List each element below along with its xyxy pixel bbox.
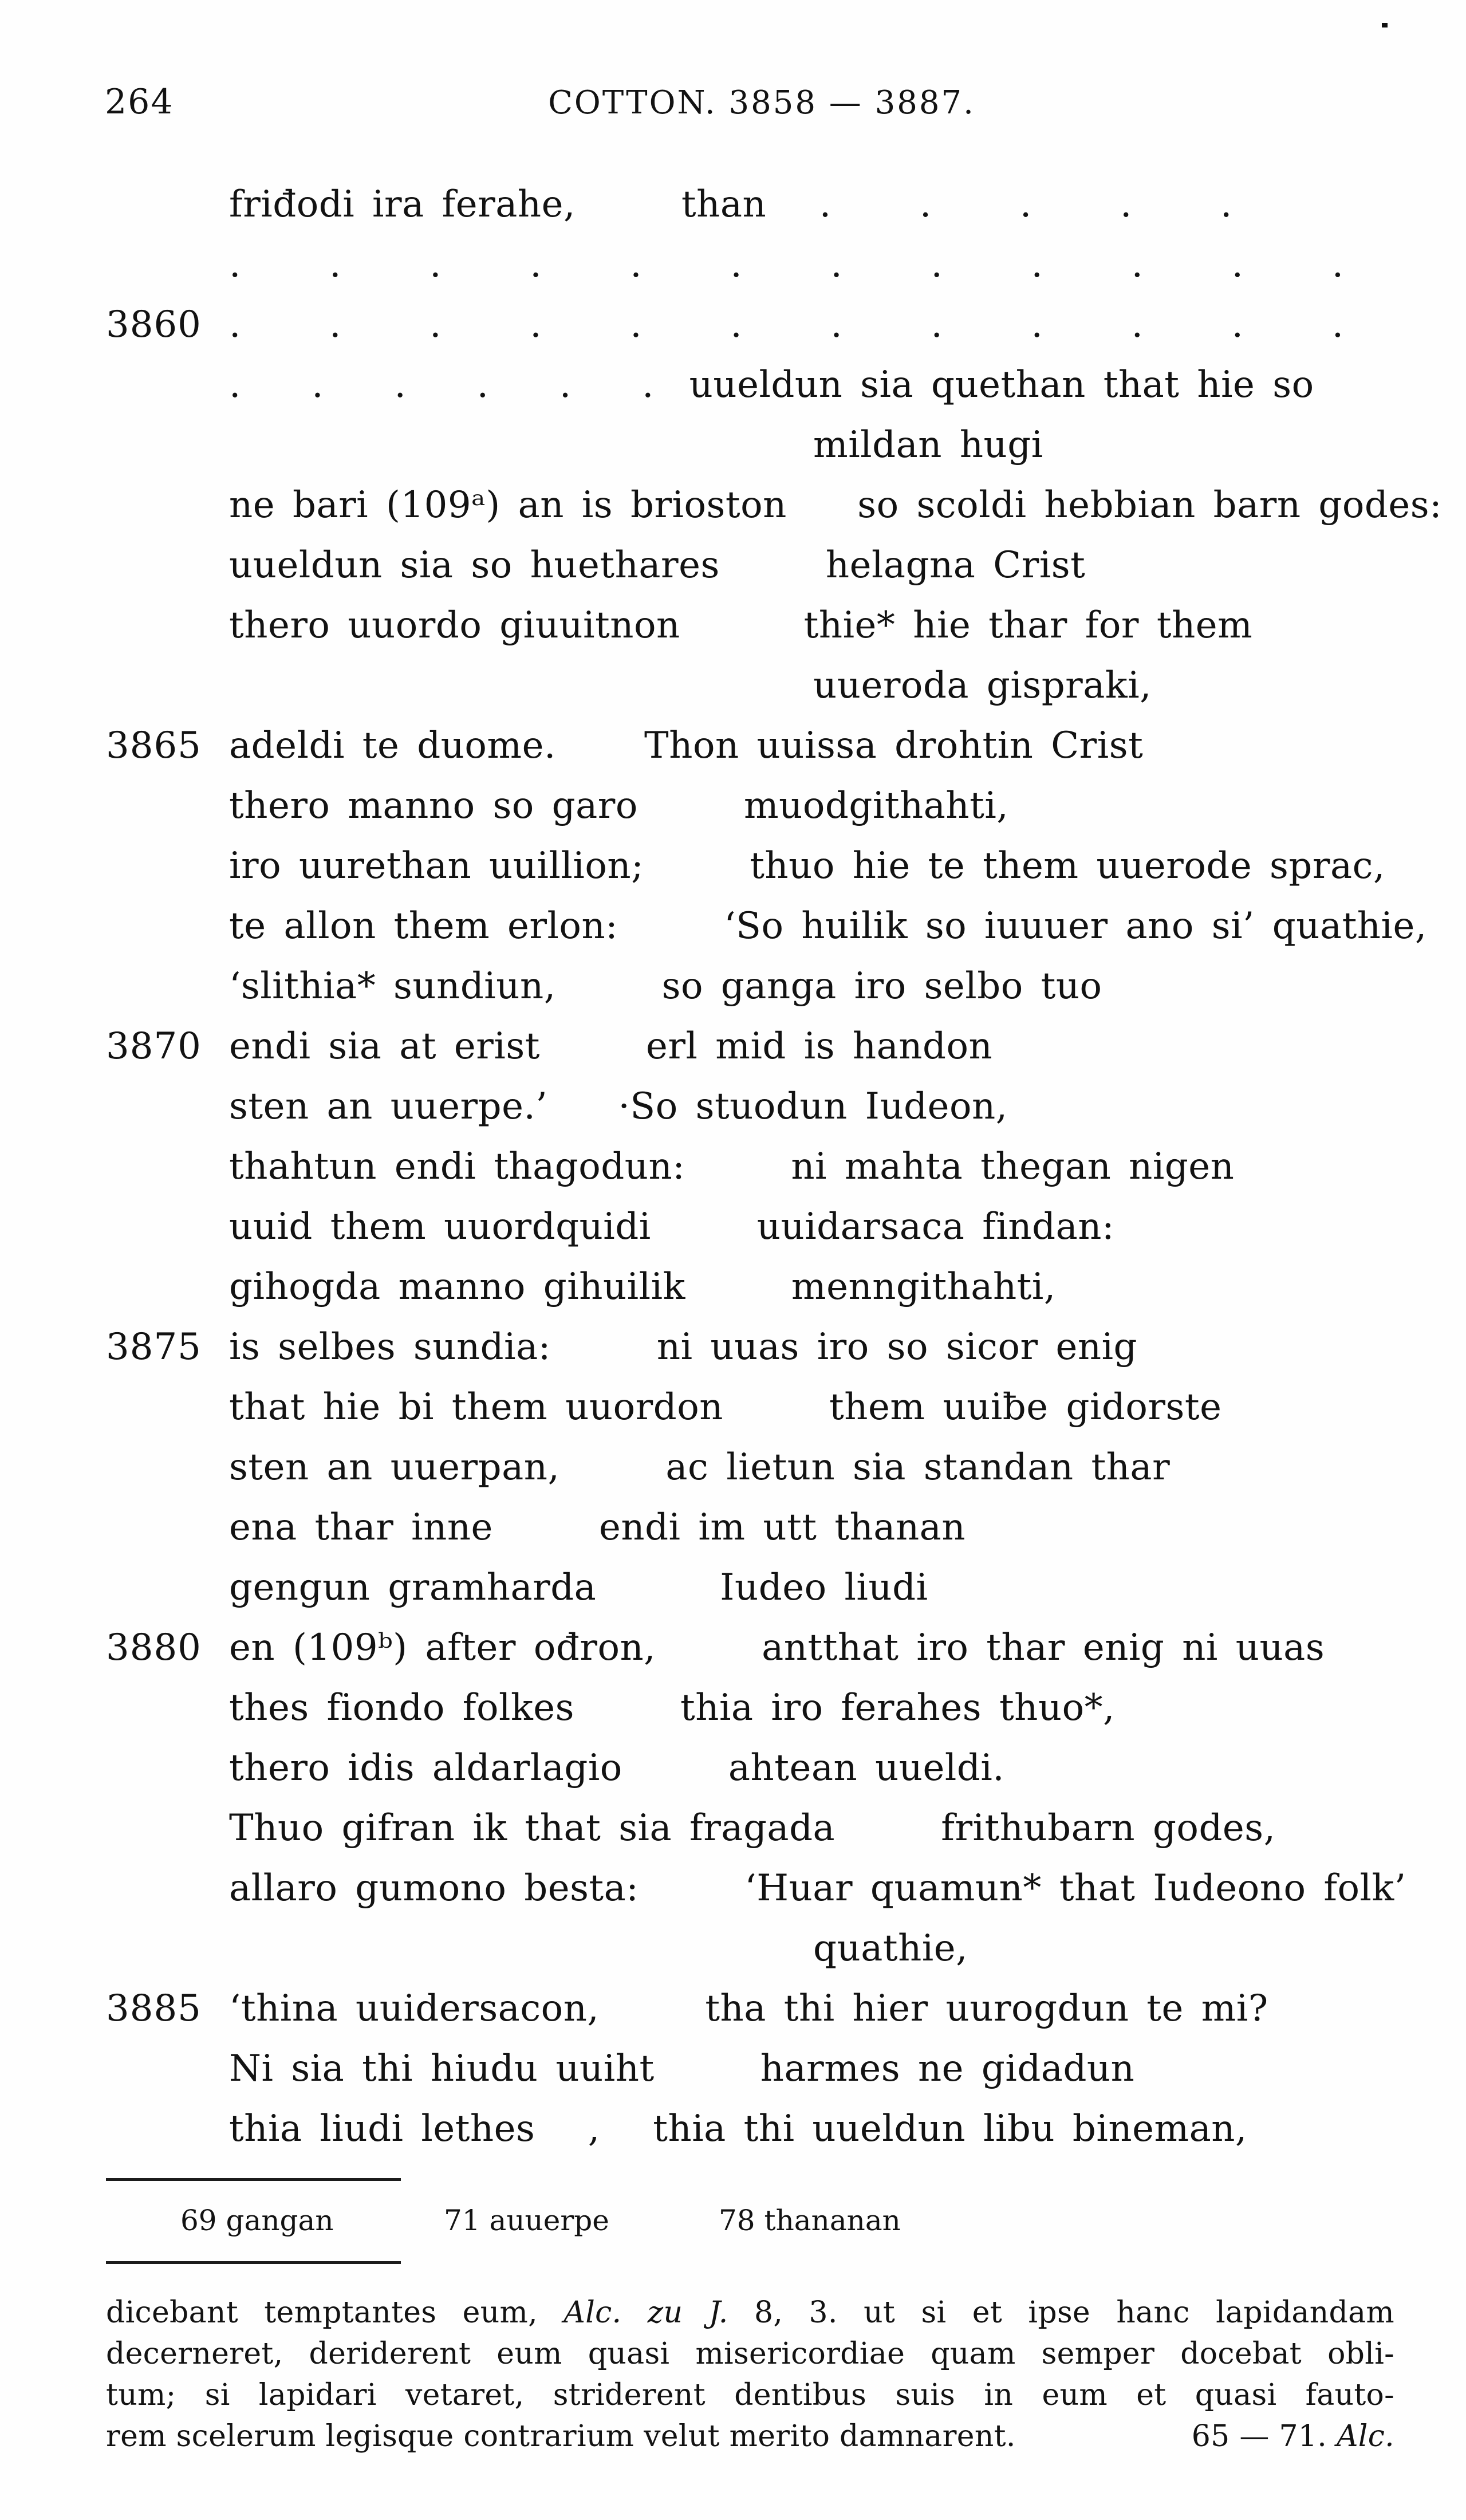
verse-line-lacuna-dots: . . . . . . . . . . . . (229, 304, 1344, 346)
verse-line: that hie bi them uuordon them uuiƀe gidorste (229, 1386, 1222, 1428)
verse-line-hanging-indent: mildan hugi (813, 424, 1043, 466)
variant-readings-row (106, 2206, 1394, 2246)
page-number: 264 (105, 82, 174, 122)
verse-line: sten an uuerpan, ac lietun sia standan thar (229, 1446, 1171, 1489)
verse-number-3870: 3870 (106, 1025, 202, 1068)
verse-line: gengun gramharda Iudeo liudi (229, 1566, 928, 1609)
verse-line: thero idis aldarlagio ahtean uueldi. (229, 1747, 1005, 1789)
scan-speck-artifact (1382, 23, 1388, 27)
verse-line: Thuo gifran ik that sia fragada frithubarn godes, (229, 1807, 1276, 1849)
verse-number-3885: 3885 (106, 1987, 202, 2030)
verse-line: ena thar inne endi im utt thanan (229, 1506, 966, 1549)
verse-number-3880: 3880 (106, 1627, 202, 1669)
footnote-rule-bottom (106, 2261, 401, 2264)
apparatus-text: 8, 3. ut si et ipse hanc lapidandam (728, 2295, 1394, 2330)
apparatus-ref-numbers: 65 — 71. (1191, 2419, 1337, 2454)
verse-line: allaro gumono besta: ‘Huar quamun* that Iudeono folk’ (229, 1867, 1406, 1909)
verse-line: thero manno so garo muodgithahti, (229, 785, 1009, 827)
apparatus-citation: Alc. zu J. (563, 2295, 728, 2330)
apparatus-line: tum; si lapidari vetaret, striderent dentibus suis in eum et quasi fauto- (106, 2378, 1394, 2412)
apparatus-line (106, 2292, 1394, 2333)
apparatus-verse-ref (1192, 2416, 1394, 2457)
variant-reading: 69 gangan (180, 2204, 334, 2237)
verse-number-3865: 3865 (106, 724, 202, 767)
verse-line: thero uuordo giuuitnon thie* hie thar for them (229, 604, 1253, 647)
verse-number-3860: 3860 (106, 304, 202, 346)
verse-number-3875: 3875 (106, 1326, 202, 1368)
verse-line: thahtun endi thagodun: ni mahta thegan nigen (229, 1145, 1235, 1188)
footnote-rule-top (106, 2178, 401, 2181)
verse-line: Ni sia thi hiudu uuiht harmes ne gidadun (229, 2048, 1135, 2090)
running-header: COTTON. 3858 — 3887. (548, 84, 975, 121)
verse-line: iro uurethan uuillion; thuo hie te them uuerode sprac, (229, 845, 1385, 887)
variant-reading: 78 thananan (719, 2204, 901, 2237)
verse-line: thia liudi lethes , thia thi uueldun libu bineman, (229, 2108, 1247, 2150)
verse-line: gihogda manno gihuilik menngithahti, (229, 1266, 1056, 1308)
verse-line: te allon them erlon: ‘So huilik so iuuuer ano si’ quathie, (229, 905, 1427, 947)
verse-line: ‘thina uuidersacon, tha thi hier uurogdun te mi? (229, 1987, 1268, 2030)
verse-line: ‘slithia* sundiun, so ganga iro selbo tuo (229, 965, 1102, 1007)
verse-line: ne bari (109ᵃ) an is brioston so scoldi hebbian barn godes: (229, 484, 1443, 526)
verse-line: uueldun sia so huethares helagna Crist (229, 544, 1086, 586)
verse-line-lacuna-dots: . . . . . . . . . . . . (229, 243, 1344, 286)
verse-line-hanging-indent: quathie, (813, 1927, 968, 1970)
verse-line: friđodi ira ferahe, than . . . . . (229, 183, 1232, 226)
verse-line-hanging-indent: uueroda gispraki, (813, 664, 1152, 707)
apparatus-line (106, 2416, 1394, 2457)
variant-reading: 71 auuerpe (444, 2204, 609, 2237)
apparatus-line: decerneret, deriderent eum quasi misericordiae quam semper docebat obli- (106, 2337, 1394, 2371)
apparatus-text: dicebant temptantes eum, (106, 2295, 564, 2330)
latin-apparatus (106, 2292, 1394, 2457)
verse-line: endi sia at erist erl mid is handon (229, 1025, 993, 1068)
verse-line: en (109ᵇ) after ođron, antthat iro thar enig ni uuas (229, 1627, 1325, 1669)
verse-line: thes fiondo folkes thia iro ferahes thuo*, (229, 1687, 1115, 1729)
verse-line: uuid them uuordquidi uuidarsaca findan: (229, 1206, 1114, 1248)
verse-line: . . . . . . uueldun sia quethan that hie so (229, 364, 1314, 406)
verse-line: adeldi te duome. Thon uuissa drohtin Crist (229, 724, 1144, 767)
verse-line: is selbes sundia: ni uuas iro so sicor enig (229, 1326, 1137, 1368)
apparatus-text: rem scelerum legisque contrarium velut merito damnarent. (106, 2419, 1016, 2454)
verse-line: sten an uuerpe.’ ·So stuodun Iudeon, (229, 1085, 1008, 1128)
apparatus-citation: Alc. (1336, 2419, 1394, 2454)
